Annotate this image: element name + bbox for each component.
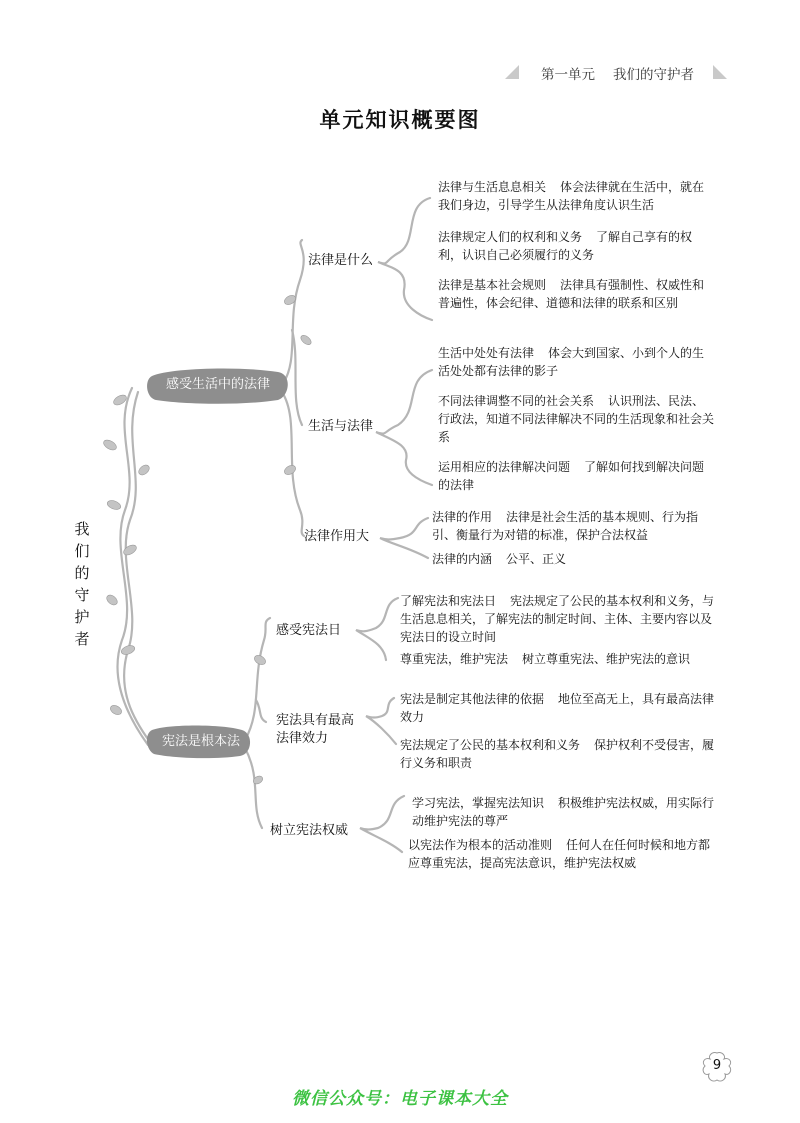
leaf-shape-icon — [299, 333, 313, 346]
branch2-vine-mid — [256, 700, 266, 722]
brace-xianfari — [356, 598, 398, 660]
leaf-shape-icon — [106, 499, 122, 511]
leaf-shape-icon — [253, 654, 267, 667]
page-number: 9 — [712, 1058, 722, 1073]
leaf-shape-icon — [105, 593, 119, 607]
leaf-item: 法律的内涵 公平、正义 — [432, 552, 567, 566]
leaf-item: 法律的作用 法律是社会生活的基本规则、行为指引、衡量行为对错的标准，保护合法权益 — [432, 510, 699, 542]
header-unit-title: 我们的守护者 — [613, 67, 694, 83]
page-title: 单元知识概要图 — [319, 107, 481, 132]
brace-zuigao — [366, 698, 396, 744]
leaf-shape-icon — [137, 463, 151, 477]
main-vine-twin — [124, 392, 150, 742]
branch2-vine-down — [245, 748, 262, 828]
leaf-shape-icon — [109, 704, 123, 717]
brace-zuoyong — [380, 518, 428, 558]
sub-label-law-role: 法律作用大 — [304, 529, 370, 544]
leaf-item: 不同法律调整不同的社会关系 认识刑法、民法、行政法，知道不同法律解决不同的生活现象和社会关系 — [438, 394, 715, 444]
leaf-item: 了解宪法和宪法日 宪法规定了公民的基本权利和义务，与生活息息相关，了解宪法的制定时间、主体、主要内容以及宪法日的设立时间 — [400, 594, 715, 644]
brace-quanwei — [360, 796, 404, 852]
leaf-shape-icon — [102, 438, 118, 452]
page-number-badge — [700, 1050, 734, 1084]
leaf-item: 宪法是制定其他法律的依据 地位至高无上，具有最高法律效力 — [400, 692, 715, 724]
sub-label-highest-effect: 宪法具有最高法律效力 — [276, 713, 355, 746]
sub-label-constitution-day: 感受宪法日 — [276, 623, 342, 638]
leaf-shape-icon — [283, 464, 297, 477]
branch-label-constitution: 宪法是根本法 — [161, 734, 240, 749]
leaf-item: 法律与生活息息相关 体会法律就在生活中，就在我们身边，引导学生从法律角度认识生活 — [438, 180, 705, 212]
sub-label-what-is-law: 法律是什么 — [308, 253, 374, 268]
footer-watermark: 微信公众号：电子课本大全 — [292, 1089, 508, 1109]
leaf-shape-icon — [122, 543, 138, 557]
leaf-item: 学习宪法，掌握宪法知识 积极维护宪法权威，用实际行动维护宪法的尊严 — [412, 796, 715, 828]
leaf-shape-icon — [120, 644, 136, 656]
brace-shenghuo — [376, 370, 432, 485]
root-node: 我们的守护者 — [74, 520, 90, 648]
leaf-item: 生活中处处有法律 体会大到国家、小到个人的生活处处都有法律的影子 — [438, 346, 705, 378]
leaf-item: 法律是基本社会规则 法律具有强制性、权威性和普遍性，体会纪律、道德和法律的联系和区别 — [438, 278, 705, 310]
leaf-item: 宪法规定了公民的基本权利和义务 保护权利不受侵害，履行义务和职责 — [400, 738, 715, 770]
branch1-vine — [282, 240, 304, 385]
leaf-item: 以宪法作为根本的活动准则 任何人在任何时候和地方都应尊重宪法，提高宪法意识，维护宪法权威 — [408, 838, 711, 870]
leaf-item: 运用相应的法律解决问题 了解如何找到解决问题的法律 — [438, 460, 705, 492]
branch1-vine-mid — [292, 330, 302, 425]
brace-fl-what — [378, 198, 432, 320]
leaf-item: 法律规定人们的权利和义务 了解自己享有的权利，认识自己必须履行的义务 — [438, 230, 693, 262]
sub-label-life-and-law: 生活与法律 — [308, 419, 374, 434]
header-unit: 第一单元 — [541, 67, 595, 83]
branch-label-life-law: 感受生活中的法律 — [165, 377, 270, 392]
leaf-item: 尊重宪法，维护宪法 树立尊重宪法、维护宪法的意识 — [400, 652, 691, 666]
branch1-vine-down — [282, 392, 304, 536]
sub-label-establish-authority: 树立宪法权威 — [270, 823, 349, 838]
